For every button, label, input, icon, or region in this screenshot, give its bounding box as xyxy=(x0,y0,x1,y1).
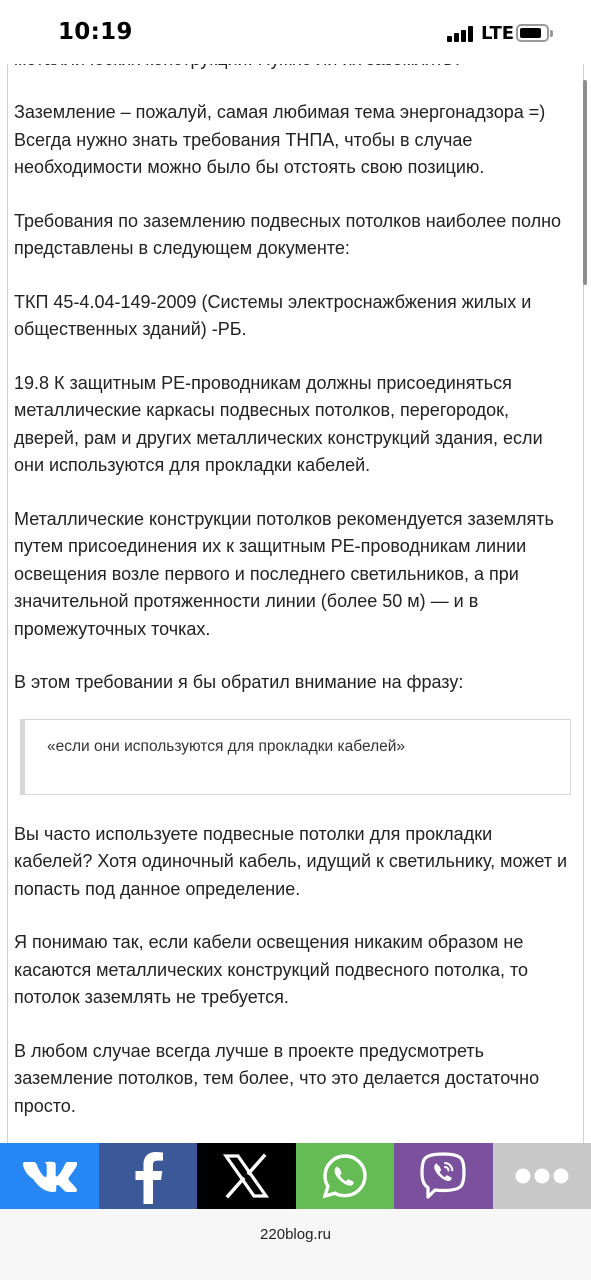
network-label: LTE xyxy=(481,23,515,44)
article-paragraph: ТКП 45-4.04-149-2009 (Системы электроснажбжения жилых и общественных зданий) -РБ. xyxy=(14,291,532,339)
article-paragraph: В любом случае всегда лучше в проекте предусмотреть заземление потолков, тем более, что это делается достаточно просто. xyxy=(14,1040,540,1116)
scroll-indicator[interactable] xyxy=(583,80,587,285)
article-paragraph: 19.8 К защитным PE-проводникам должны присоединяться металлические каркасы подвесных потолков, перегородок, дверей, рам и других металлических конструкций здания, если они используются для прокладки кабелей. xyxy=(14,372,543,475)
battery-icon xyxy=(516,24,549,42)
vk-icon xyxy=(21,1159,77,1193)
signal-bars-icon xyxy=(447,26,477,42)
article-paragraph: В этом требовании я бы обратил внимание на фразу: xyxy=(14,672,464,692)
browser-url-bar[interactable] xyxy=(0,1209,591,1280)
share-more-button[interactable] xyxy=(493,1143,591,1209)
status-bar xyxy=(0,0,591,64)
url-text[interactable]: 220blog.ru xyxy=(260,1226,331,1243)
whatsapp-icon xyxy=(321,1152,369,1200)
article-paragraph: Заземление – пожалуй, самая любимая тема энергонадзора =) Всегда нужно знать требования ТНПА, чтобы в случае необходимости можно было бы отстоять свою позицию. xyxy=(14,102,546,177)
blockquote: «если они используются для прокладки кабелей» xyxy=(20,719,571,795)
status-time: 10:19 xyxy=(58,19,133,45)
share-bar xyxy=(0,1143,591,1209)
article-paragraph: Металлические конструкции потолков рекомендуется заземлять путем присоединения их к защитным PE-проводникам линии освещения возле первого и последнего светильников, а при значительной протяженности линии (более 50 м) — и в промежуточных точках. xyxy=(14,508,554,639)
article-paragraph: Требования по заземлению подвесных потолков наиболее полно представлены в следующем документе: xyxy=(14,210,562,258)
article-body xyxy=(14,46,574,1146)
x-icon xyxy=(223,1153,269,1199)
viber-icon xyxy=(419,1151,467,1201)
facebook-icon xyxy=(128,1148,168,1204)
more-icon xyxy=(514,1167,570,1185)
share-whatsapp-button[interactable] xyxy=(296,1143,395,1209)
share-vk-button[interactable] xyxy=(0,1143,99,1209)
article-paragraph: Вы часто используете подвесные потолки для прокладки кабелей? Хотя одиночный кабель, идущий к светильнику, может и попасть под данное определение. xyxy=(14,823,568,899)
share-viber-button[interactable] xyxy=(394,1143,493,1209)
share-x-button[interactable] xyxy=(197,1143,296,1209)
article-paragraph: Я понимаю так, если кабели освещения никаким образом не касаются металлических конструкций подвесного потолка, то потолок заземлять не требуется. xyxy=(14,932,529,1007)
share-facebook-button[interactable] xyxy=(99,1143,198,1209)
